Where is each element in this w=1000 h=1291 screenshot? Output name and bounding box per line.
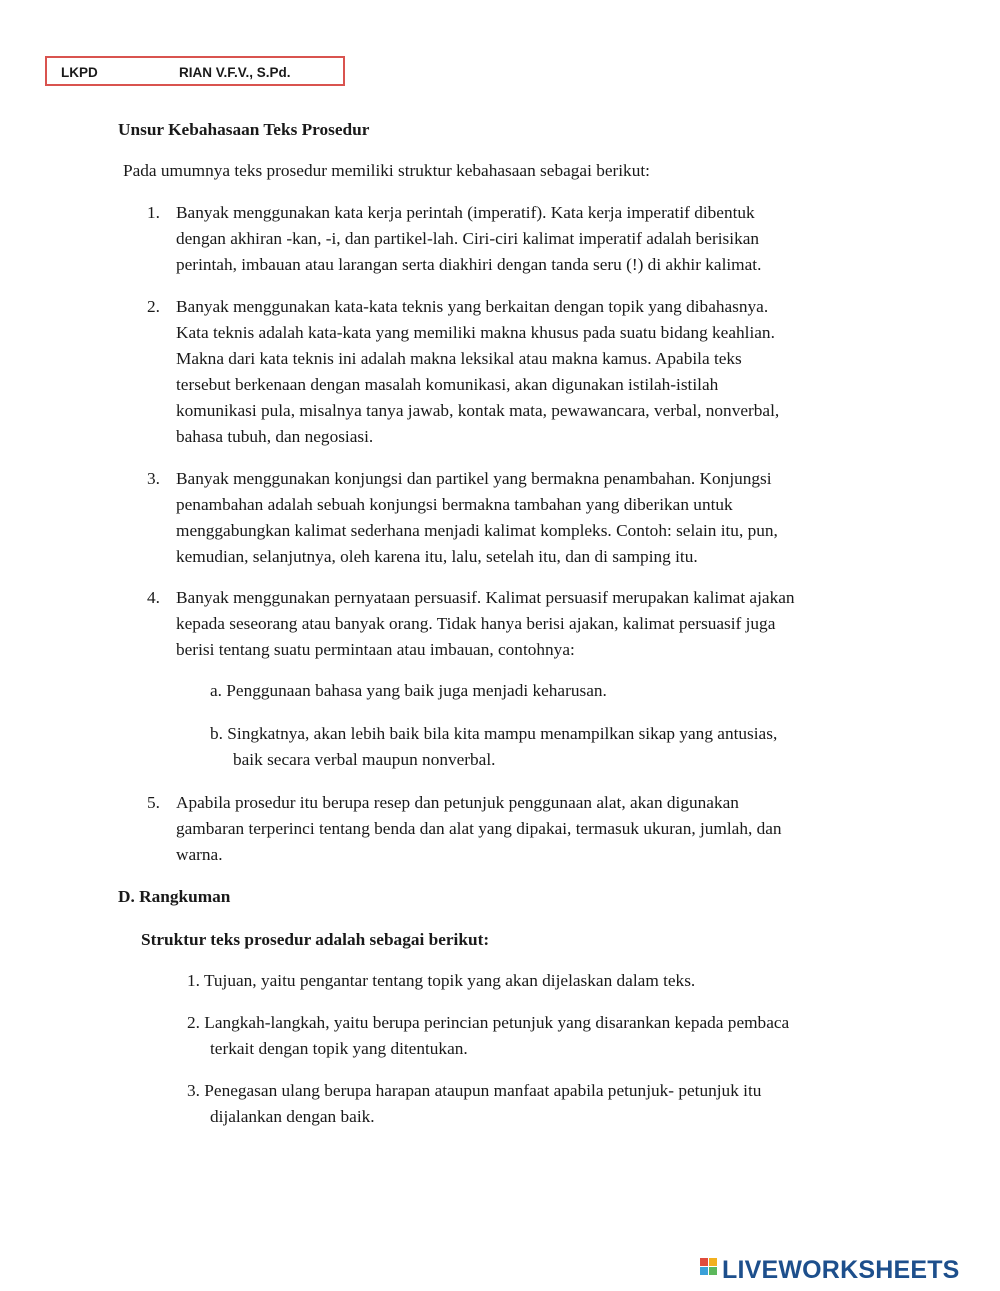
item-4-line: kepada seseorang atau banyak orang. Tidak hanya berisi ajakan, kalimat persuasif juga: [176, 614, 776, 633]
item-1-line: Banyak menggunakan kata kerja perintah (imperatif). Kata kerja imperatif dibentuk: [176, 203, 755, 222]
summary-subheading: Struktur teks prosedur adalah sebagai berikut:: [141, 930, 490, 949]
item-1-line: perintah, imbauan atau larangan serta diakhiri dengan tanda seru (!) di akhir kalimat.: [176, 255, 762, 274]
item-3-line: kemudian, selanjutnya, oleh karena itu, lalu, setelah itu, dan di samping itu.: [176, 547, 698, 566]
item-2-line: Makna dari kata teknis ini adalah makna leksikal atau makna kamus. Apabila teks: [176, 349, 742, 368]
item-1-line: dengan akhiran -kan, -i, dan partikel-lah. Ciri-ciri kalimat imperatif adalah berisikan: [176, 229, 760, 248]
item-5-line: Apabila prosedur itu berupa resep dan petunjuk penggunaan alat, akan digunakan: [176, 793, 739, 812]
summary-point-3-cont: dijalankan dengan baik.: [210, 1107, 375, 1126]
item-4a-line: a. Penggunaan bahasa yang baik juga menjadi keharusan.: [210, 681, 607, 700]
item-3-number: 3.: [147, 469, 160, 488]
item-4b-line: baik secara verbal maupun nonverbal.: [233, 750, 496, 769]
item-4b-line: b. Singkatnya, akan lebih baik bila kita mampu menampilkan sikap yang antusias,: [210, 724, 778, 743]
item-4-line: Banyak menggunakan pernyataan persuasif. Kalimat persuasif merupakan kalimat ajakan: [176, 588, 795, 607]
summary-point-2-cont: terkait dengan topik yang ditentukan.: [210, 1039, 468, 1058]
summary-point-3: 3. Penegasan ulang berupa harapan ataupun manfaat apabila petunjuk- petunjuk itu: [187, 1081, 762, 1100]
item-2-line: bahasa tubuh, dan negosiasi.: [176, 427, 374, 446]
item-5-line: gambaran terperinci tentang benda dan alat yang dipakai, termasuk ukuran, jumlah, dan: [176, 819, 782, 838]
item-3-line: menggabungkan kalimat sederhana menjadi kalimat kompleks. Contoh: selain itu, pun,: [176, 521, 778, 540]
logo-text: LIVEWORKSHEETS: [722, 1256, 960, 1284]
item-4-number: 4.: [147, 588, 160, 607]
header-label: LKPD: [61, 65, 98, 80]
logo-squares-icon: [700, 1258, 718, 1282]
item-2-line: tersebut berkenaan dengan masalah komunikasi, akan digunakan istilah-istilah: [176, 375, 719, 394]
header-box: [45, 56, 345, 86]
item-4-line: berisi tentang suatu permintaan atau imbauan, contohnya:: [176, 640, 575, 659]
liveworksheets-logo[interactable]: [700, 1255, 995, 1285]
intro-text: Pada umumnya teks prosedur memiliki struktur kebahasaan sebagai berikut:: [123, 161, 650, 180]
summary-point-1: 1. Tujuan, yaitu pengantar tentang topik yang akan dijelaskan dalam teks.: [187, 971, 696, 990]
item-5-number: 5.: [147, 793, 160, 812]
item-2-line: Banyak menggunakan kata-kata teknis yang berkaitan dengan topik yang dibahasnya.: [176, 297, 769, 316]
item-1-number: 1.: [147, 203, 160, 222]
item-2-number: 2.: [147, 297, 160, 316]
item-2-line: komunikasi pula, misalnya tanya jawab, kontak mata, pewawancara, verbal, nonverbal,: [176, 401, 780, 420]
header-author: RIAN V.F.V., S.Pd.: [179, 65, 291, 80]
summary-point-2: 2. Langkah-langkah, yaitu berupa perincian petunjuk yang disarankan kepada pembaca: [187, 1013, 790, 1032]
item-2-line: Kata teknis adalah kata-kata yang memiliki makna khusus pada suatu bidang keahlian.: [176, 323, 775, 342]
summary-heading: D. Rangkuman: [118, 887, 231, 906]
item-3-line: penambahan adalah sebuah konjungsi bermakna tambahan yang diberikan untuk: [176, 495, 733, 514]
item-5-line: warna.: [176, 845, 223, 864]
item-3-line: Banyak menggunakan konjungsi dan partikel yang bermakna penambahan. Konjungsi: [176, 469, 772, 488]
section-title: Unsur Kebahasaan Teks Prosedur: [118, 120, 370, 139]
